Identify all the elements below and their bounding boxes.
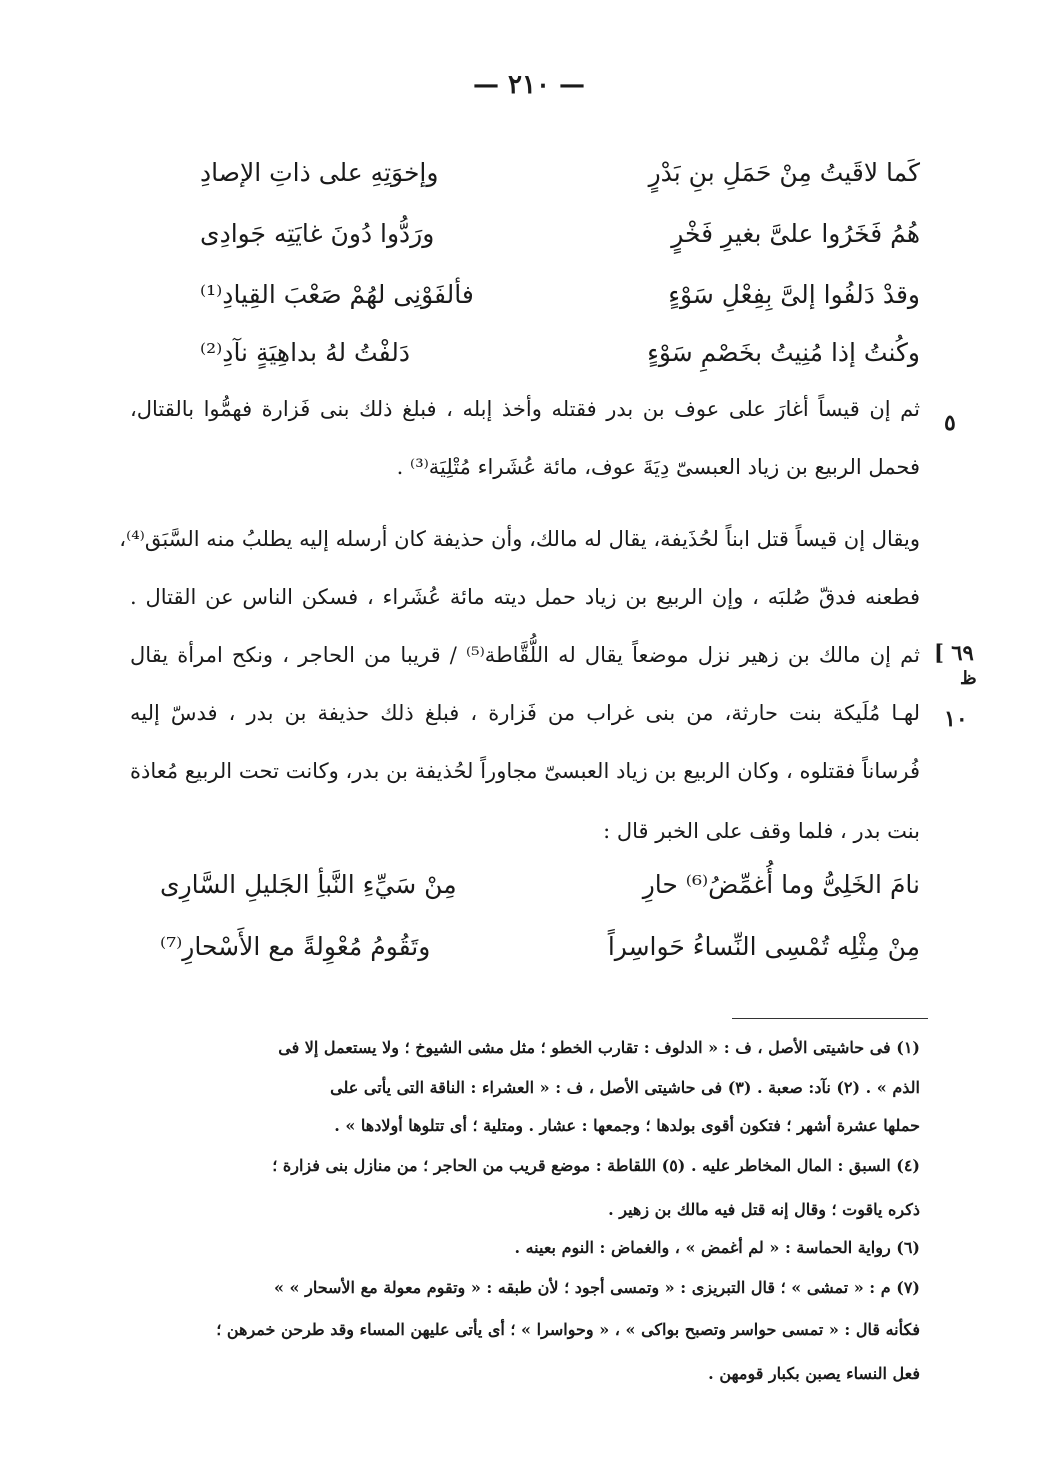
footnote-separator [732, 1018, 928, 1019]
footnote-line: (٧) م : « تمشى » ؛ قال التبريزى : « وتمسى أجود ؛ لأن طبقه : « وتقوم معولة مع الأسحار » » [273, 1278, 920, 1297]
prose-line: ثم إن مالك بن زهير نزل موضعاً يقال له اللُّقَّاطة⁽⁵⁾ / قريبا من الحاجر ، ونكح امرأة يقال [130, 643, 920, 667]
verse-line [150, 920, 920, 974]
prose-line: فطعنه فدقّ صُلبَه ، وإن الربيع بن زياد حمل ديته مائة عُشَراء ، فسكن الناس عن القتال . [130, 585, 920, 609]
margin-line-number: ٥ [944, 410, 956, 436]
prose-line: ثم إن قيساً أغارَ على عوف بن بدر فقتله وأخذ إبله ، فبلغ ذلك بنى فَزارة فهمُّوا بالقتال، [130, 397, 920, 421]
verse-hemistich-left: دَلفْتُ لهُ بداهِيَةٍ نآدِ⁽²⁾ [200, 338, 410, 367]
verse-hemistich-right: كَما لاقَيتُ مِنْ حَمَلِ بنِ بَدْرٍ [648, 158, 920, 187]
footnote-line: ذكره ياقوت ؛ وقال إنه قتل فيه مالك بن زهير . [608, 1200, 920, 1219]
prose-line: فُرساناً فقتلوه ، وكان الربيع بن زياد العبسىّ مجاوراً لحُذيفة بن بدر، وكانت تحت الربيع مُعاذة [130, 759, 920, 783]
footnote-line: (٦) رواية الحماسة : « لم أغمض » ، والغماض : النوم بعينه . [514, 1238, 920, 1257]
footnote-line: فعل النساء يصبن بكبار قومهن . [708, 1364, 920, 1383]
verse-line [160, 326, 920, 380]
margin-folio-reference: [ ٦٩ [934, 640, 974, 665]
prose-line: لهـا مُلَيكة بنت حارثة، من بنى غراب من فَزارة ، فبلغ ذلك حذيفة بن بدر ، فدسّ إليه [130, 701, 920, 725]
verse-line [160, 146, 920, 200]
verse-hemistich-left: وتَقُومُ مُعْوِلةً مع الأَسْحارِ⁽⁷⁾ [160, 932, 431, 961]
verse-hemistich-right: وقدْ دَلفُوا إلىَّ بِفِعْلِ سَوْءٍ [668, 280, 920, 309]
verse-line [160, 207, 920, 261]
footnote-line: فكأنه قال : « تمسى حواسر وتصبح بواكى » ، « وحواسرا » ؛ أى يأتى عليهن المساء وقد طرحن خمرهن ؛ [216, 1320, 920, 1339]
footnote-line: (٤) السبق : المال المخاطر عليه . (٥) اللقاطة : موضع قريب من الحاجر ؛ من منازل بنى فزارة ؛ [272, 1156, 920, 1175]
footnote-line: (١) فى حاشيتى الأصل ، ف : « الدلوف : تقارب الخطو ؛ مثل مشى الشيوخ ؛ ولا يستعمل إلا فى [278, 1038, 920, 1057]
margin-line-number: ١٠ [944, 706, 968, 732]
margin-folio-side: ظ [960, 668, 977, 689]
footnote-line: الذم » . (٢) نآد: صعبة . (٣) فى حاشيتى الأصل ، ف : « العشراء : الناقة التى يأتى على [330, 1078, 920, 1097]
prose-line: بنت بدر ، فلما وقف على الخبر قال : [603, 819, 920, 843]
verse-hemistich-right: مِنْ مِثْلِه تُمْسِى النِّساءُ حَواسِراً [607, 932, 920, 961]
footnote-line: حملها عشرة أشهر ؛ فتكون أقوى بولدها ؛ وجمعها : عشار . ومتلية ؛ أى تتلوها أولادها » . [334, 1116, 920, 1135]
verse-hemistich-left: مِنْ سَيِّءِ النَّبأِ الجَليلِ السَّارِى [160, 870, 457, 899]
verse-hemistich-left: فألفَوْنِى لهُمْ صَعْبَ القِيادِ⁽¹⁾ [200, 280, 474, 309]
verse-hemistich-right: هُمُ فَخَرُوا علىَّ بغيرِ فَخْرٍ [671, 219, 920, 248]
page-number: — ٢١٠ — [472, 70, 586, 100]
prose-line: ويقال إن قيساً قتل ابناً لحُذَيفة، يقال له مالك، وأن حذيفة كان أرسله إليه يطلبُ منه السَّبَق⁽⁴⁾، [119, 527, 920, 551]
verse-line [160, 268, 920, 322]
verse-hemistich-right: وكُنتُ إذا مُنِيتُ بخَصْمِ سَوْءٍ [647, 338, 920, 367]
verse-hemistich-right: نامَ الخَلِىُّ وما أُغمِّضُ⁽⁶⁾ حارِ [642, 870, 920, 899]
verse-hemistich-left: وإخوَتِهِ على ذاتِ الإصادِ [200, 158, 439, 187]
verse-line [150, 858, 920, 912]
prose-line: فحمل الربيع بن زياد العبسىّ دِيَةَ عوف، مائة عُشَراء مُتْلِيَة⁽³⁾ . [396, 455, 920, 479]
verse-hemistich-left: ورَدُّوا دُونَ غايَتِه جَوادِى [200, 219, 435, 248]
